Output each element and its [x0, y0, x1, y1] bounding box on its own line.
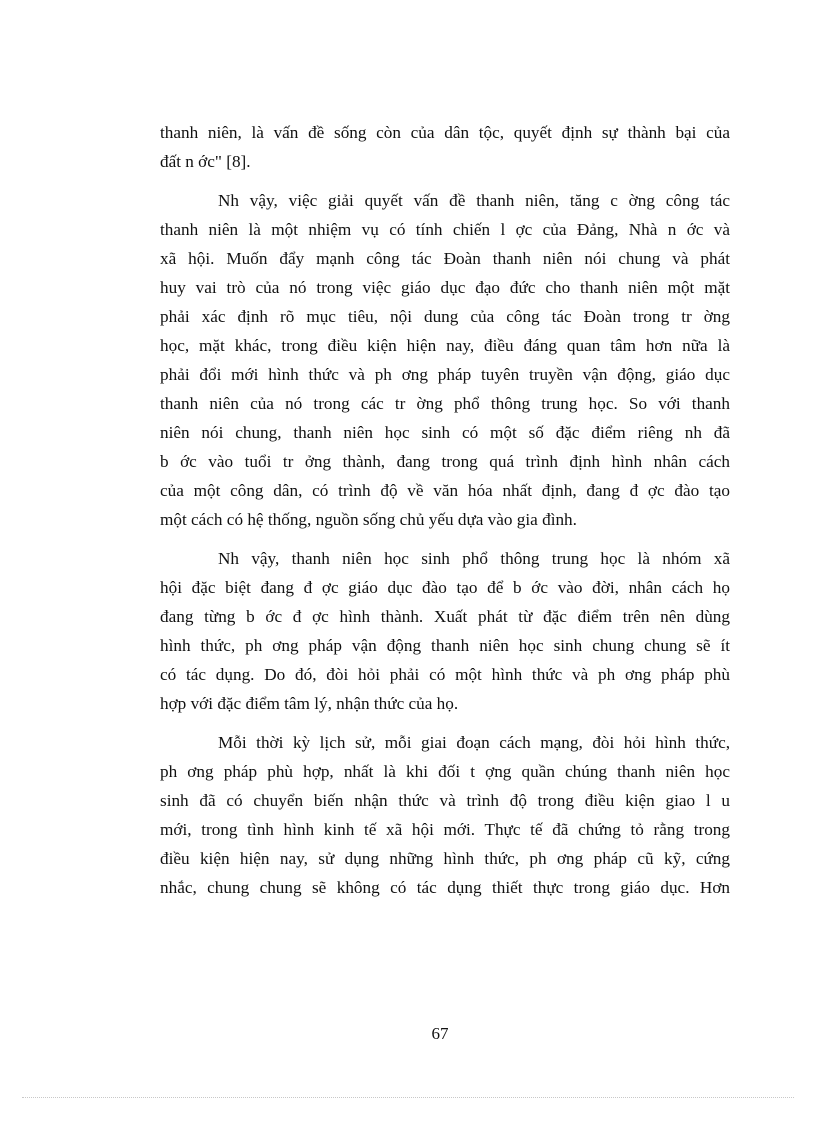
paragraph [160, 118, 730, 176]
text-line: đất n ớc" [8]. [160, 152, 251, 171]
paragraph [160, 544, 730, 718]
paragraph [160, 186, 730, 534]
text-line: xã hội. Muốn đẩy mạnh công tác Đoàn thanh niên nói chung và phát [160, 249, 730, 268]
text-line: thanh niên là một nhiệm vụ có tính chiến l ợc của Đảng, Nhà n ớc và [160, 220, 730, 239]
text-line: huy vai trò của nó trong việc giáo dục đạo đức cho thanh niên một mặt [160, 278, 730, 297]
text-line: của một công dân, có trình độ về văn hóa nhất định, đang đ ợc đào tạo [160, 481, 730, 500]
text-line: phải đổi mới hình thức và ph ơng pháp tuyên truyền vận động, giáo dục [160, 365, 730, 384]
text-line: nhắc, chung chung sẽ không có tác dụng thiết thực trong giáo dục. Hơn [160, 878, 730, 897]
text-line: đang từng b ớc đ ợc hình thành. Xuất phát từ đặc điểm trên nên dùng [160, 607, 730, 626]
text-line: thanh niên của nó trong các tr ờng phổ thông trung học. So với thanh [160, 394, 730, 413]
text-line: một cách có hệ thống, nguồn sống chủ yếu dựa vào gia đình. [160, 510, 577, 529]
text-line: hợp với đặc điểm tâm lý, nhận thức của họ. [160, 694, 459, 713]
text-line: mới, trong tình hình kinh tế xã hội mới. Thực tế đã chứng tỏ rằng trong [160, 820, 730, 839]
page-number: 67 [431, 1024, 449, 1043]
text-line: sinh đã có chuyển biến nhận thức và trình độ trong điều kiện giao l u [160, 791, 730, 810]
text-line: điều kiện hiện nay, sử dụng những hình thức, ph ơng pháp cũ kỹ, cứng [160, 849, 730, 868]
text-line: hình thức, ph ơng pháp vận động thanh niên học sinh chung chung sẽ ít [160, 636, 730, 655]
body-text [160, 118, 730, 912]
text-line: niên nói chung, thanh niên học sinh có một số đặc điểm riêng nh đã [160, 423, 730, 442]
text-line: Nh vậy, việc giải quyết vấn đề thanh niên, tăng c ờng công tác [218, 191, 730, 210]
text-line: Mỗi thời kỳ lịch sử, mỗi giai đoạn cách mạng, đòi hỏi hình thức, [218, 733, 730, 752]
text-line: có tác dụng. Do đó, đòi hỏi phải có một hình thức và ph ơng pháp phù [160, 665, 730, 684]
text-line: thanh niên, là vấn đề sống còn của dân tộc, quyết định sự thành bại của [160, 123, 730, 142]
text-line: học, mặt khác, trong điều kiện hiện nay, điều đáng quan tâm hơn nữa là [160, 336, 730, 355]
text-line: b ớc vào tuổi tr ởng thành, đang trong quá trình định hình nhân cách [160, 452, 730, 471]
paragraph [160, 728, 730, 902]
page-bottom-rule [22, 1097, 794, 1098]
text-line: Nh vậy, thanh niên học sinh phổ thông trung học là nhóm xã [218, 549, 730, 568]
text-line: phải xác định rõ mục tiêu, nội dung của công tác Đoàn trong tr ờng [160, 307, 730, 326]
text-line: hội đặc biệt đang đ ợc giáo dục đào tạo để b ớc vào đời, nhân cách họ [160, 578, 730, 597]
text-line: ph ơng pháp phù hợp, nhất là khi đối t ợng quần chúng thanh niên học [160, 762, 730, 781]
